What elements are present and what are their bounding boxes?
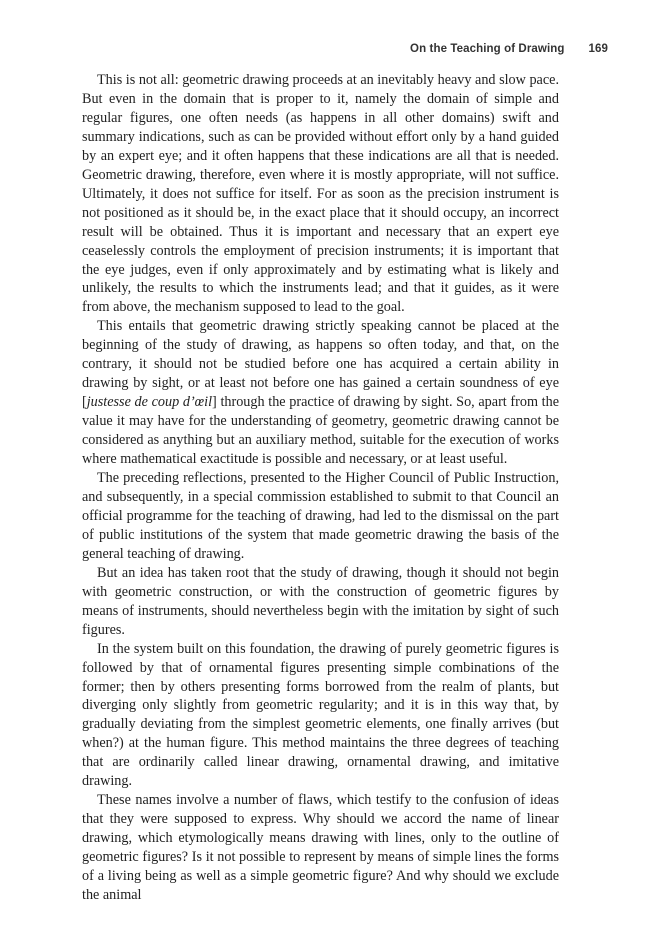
paragraph <box>82 317 559 469</box>
paragraph-text: This is not all: geometric drawing proceeds at an inevitably heavy and slow pace. But even in the domain that is proper to it, namely the domain of simple and regular figures, one often needs (as happens in all other domains) swift and summary indications, such as can be provided without effort only by a hand guided by an expert eye; and it often happens that these indications are all that is needed. Geometric drawing, therefore, even where it is mostly appropriate, will not suffice. Ultimately, it does not suffice for itself. For as soon as the precision instrument is not positioned as it should be, in the exact place that it should occupy, an incorrect result will be obtained. Thus it is important and necessary that an expert eye ceaselessly controls the employment of precision instruments; it is important that the eye judges, even if only approximately and by estimating what is likely and unlikely, the results to which the instruments lead; and that it guides, as it were from above, the mechanism supposed to lead to the goal. <box>82 72 559 316</box>
paragraph-text-continued: ] through the practice of drawing by sight. So, apart from the value it may have for the understanding of geometry, geometric drawing cannot be considered as anything but an auxiliary method, suitable for the execution of works where mathematical exactitude is possible and necessary, or at least useful. <box>82 394 560 468</box>
paragraph-text: These names involve a number of flaws, which testify to the confusion of ideas that they were supposed to express. Why should we accord the name of linear drawing, which etymologically means drawing with lines, only to the outline of geometric figures? Is it not possible to represent by means of simple lines the forms of a living being as well as a simple geometric figure? And why should we exclude the animal <box>82 792 559 903</box>
running-head <box>410 43 608 55</box>
body-text <box>82 71 559 905</box>
paragraph <box>82 564 559 640</box>
paragraph <box>82 791 559 905</box>
paragraph <box>82 469 559 564</box>
paragraph <box>82 640 559 792</box>
paragraph-text: But an idea has taken root that the study of drawing, though it should not begin with geometric construction, or with the construction of geometric figures by means of instruments, should nevertheless begin with the imitation by sight of such figures. <box>82 564 559 638</box>
paragraph-text: In the system built on this foundation, the drawing of purely geometric figures is followed by that of ornamental figures presenting simple combinations of the former; then by others presenting forms borrowed from the realm of plants, but diverging only slightly from geometric regularity; and it is in this way that, by gradually deviating from the simplest geometric elements, one finally arrives (but when?) at the human figure. This method maintains the three degrees of teaching that are ordinarily called linear drawing, ornamental drawing, and imitative drawing. <box>82 640 559 790</box>
paragraph-text: The preceding reflections, presented to the Higher Council of Public Instruction, and subsequently, in a special commission established to submit to that Council an official programme for the teaching of drawing, had led to the dismissal on the part of public institutions of the system that made geometric drawing the basis of the general teaching of drawing. <box>82 470 559 562</box>
page-number: 169 <box>588 43 608 55</box>
paragraph <box>82 71 559 317</box>
running-head-title: On the Teaching of Drawing <box>410 43 565 55</box>
italic-phrase: justesse de coup d’œil <box>86 394 213 411</box>
paragraph-text: This entails that geometric drawing strictly speaking cannot be placed at the beginning of the study of drawing, as happens so often today, and that, on the contrary, it should not be studied before one has acquired a certain ability in drawing by sight, or at least not before one has gained a certain soundness of eye [ <box>82 318 559 411</box>
